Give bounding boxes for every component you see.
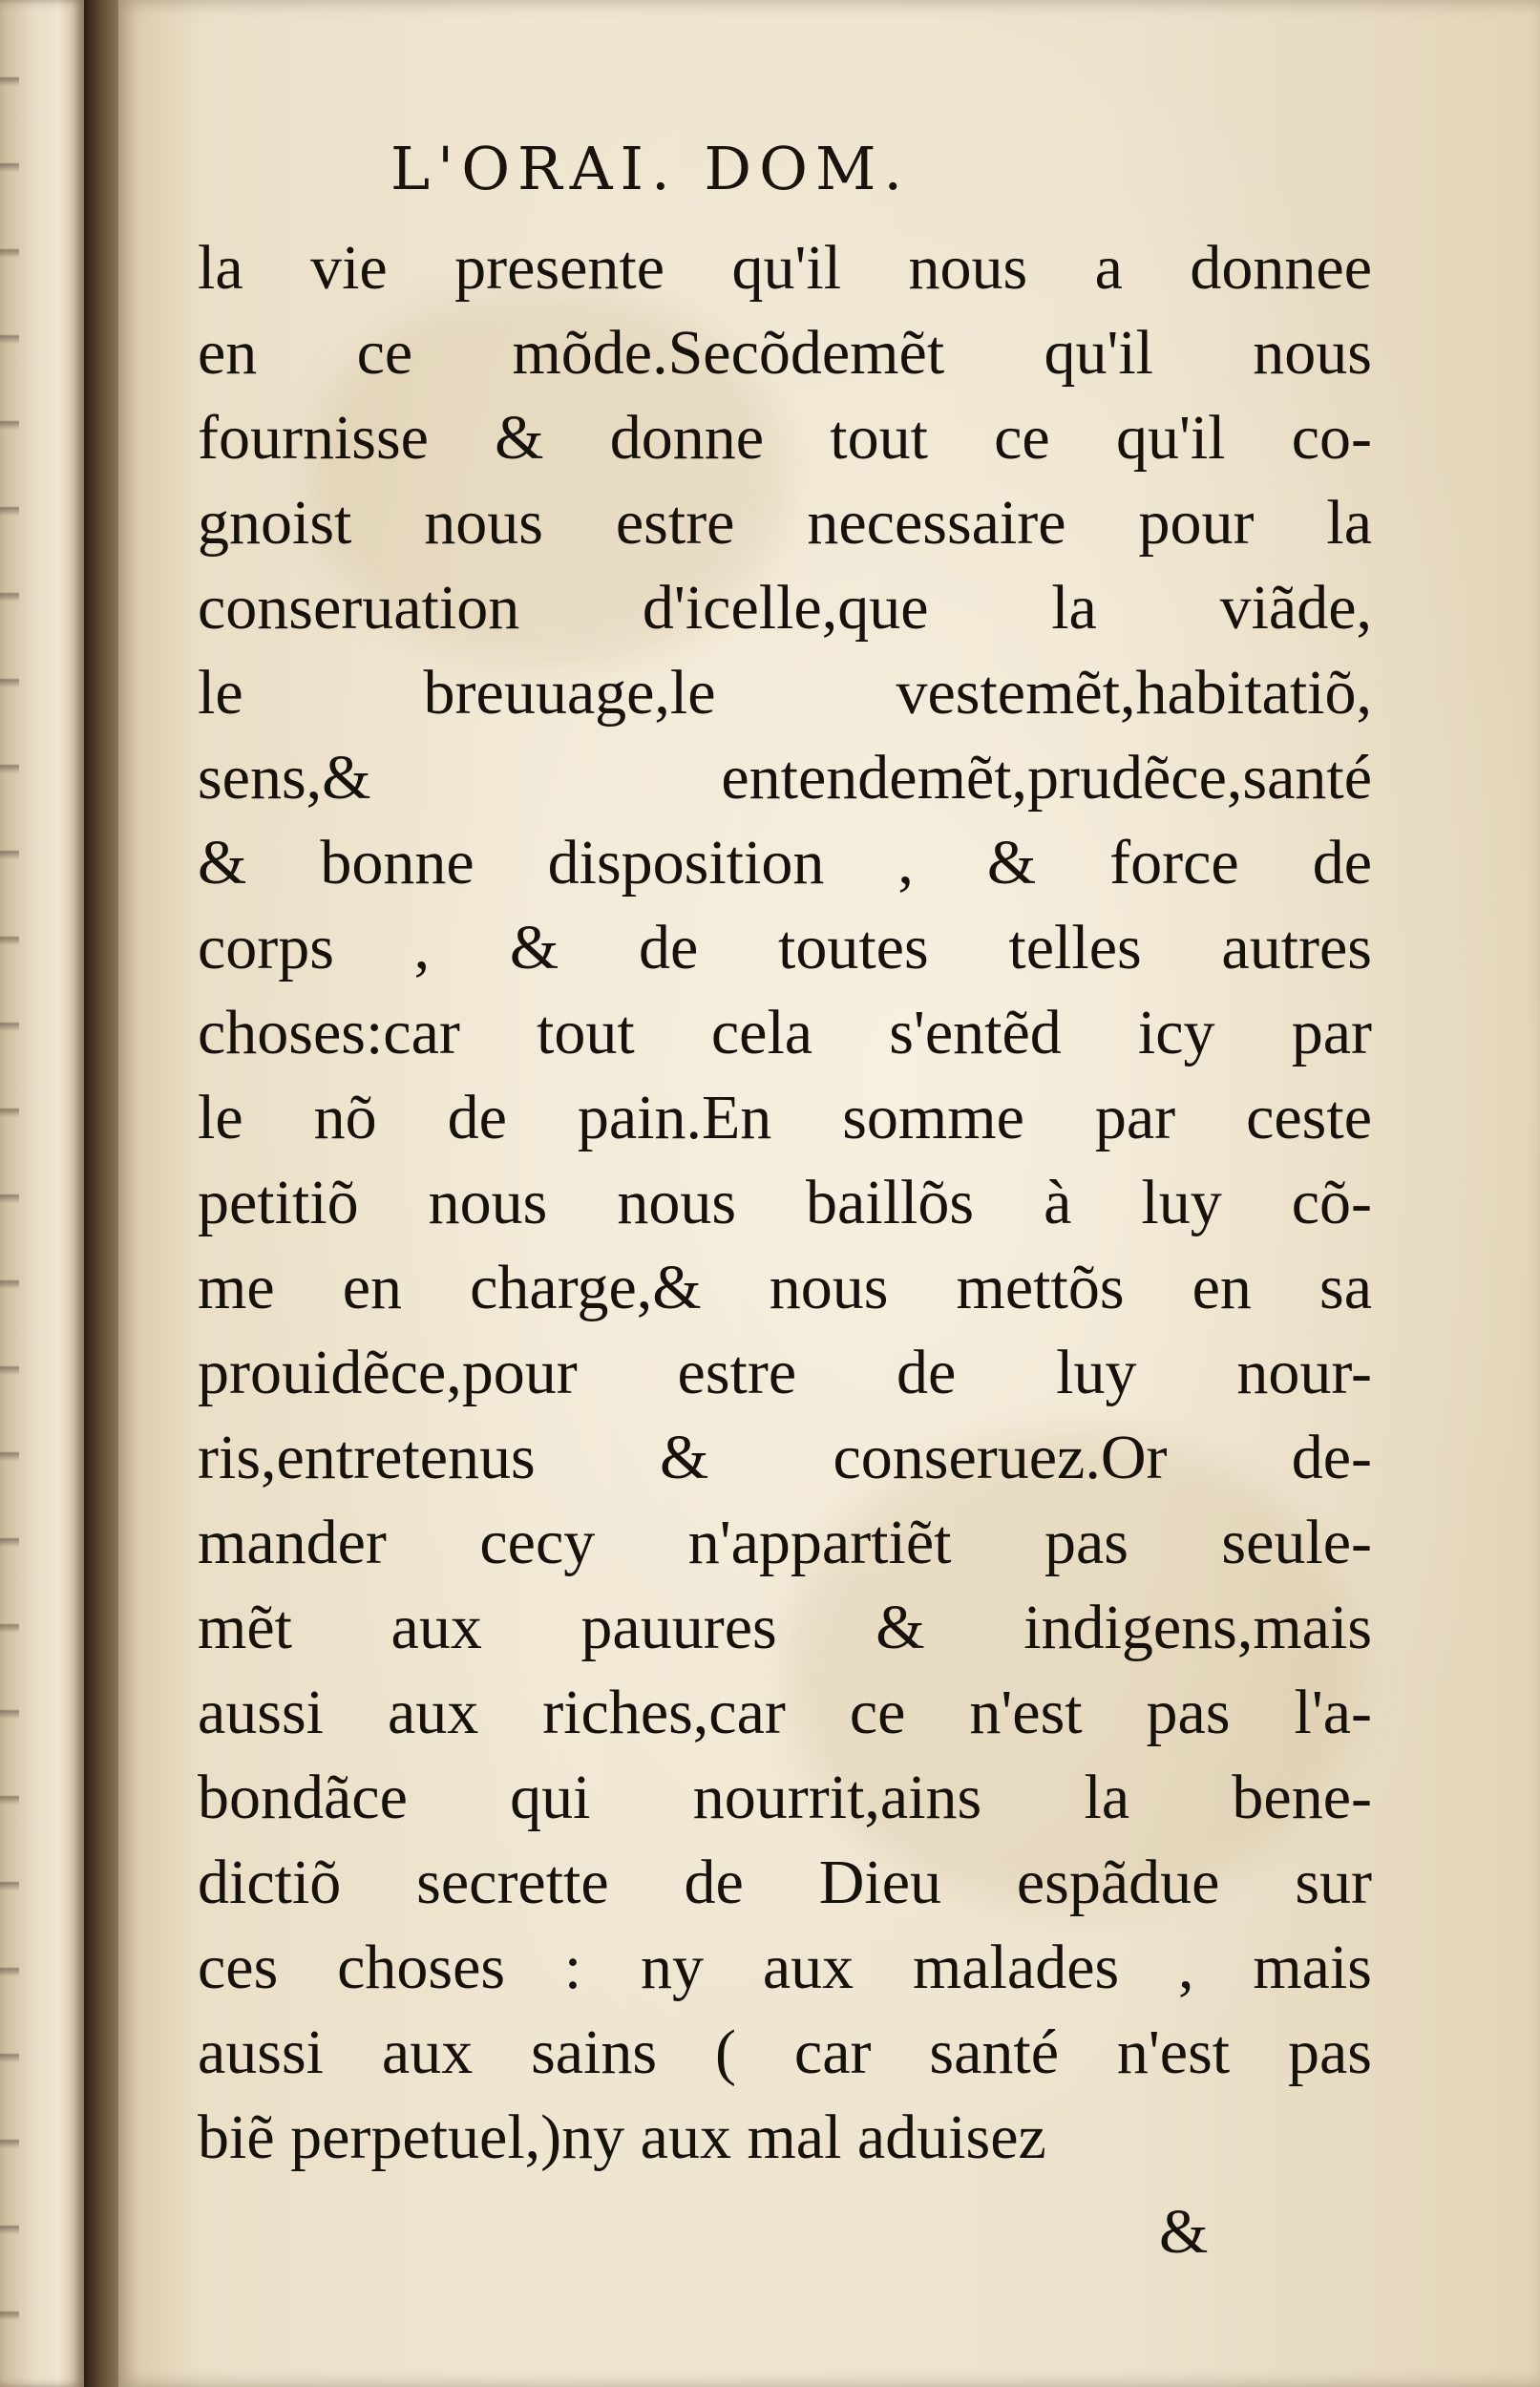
running-title: L'ORAI. DOM. [390,134,911,203]
text-line: ris,entretenus & conseruez.Or de- [198,1423,1372,1492]
text-line: bondãce qui nourrit,ains la bene- [198,1763,1372,1832]
text-line: corps , & de toutes telles autres [198,913,1372,982]
facing-page-edge [0,0,84,2387]
book-gutter [84,0,118,2387]
text-line: aussi aux sains ( car santé n'est pas [198,2017,1372,2087]
text-line: mander cecy n'appartiẽt pas seule- [198,1508,1372,1577]
text-line: fournisse & donne tout ce qu'il co- [198,403,1372,473]
text-line: & bonne disposition , & force de [198,828,1372,898]
text-line: le breuuage,le vestemẽt,habitatiõ, [198,658,1372,728]
text-line: conseruation d'icelle,que la viãde, [198,573,1372,643]
book-page [118,0,1540,2387]
text-line: dictiõ secrette de Dieu espãdue sur [198,1848,1372,1917]
catchword: & [1159,2197,1209,2267]
body-text [198,225,1372,2180]
text-line: me en charge,& nous mettõs en sa [198,1253,1372,1322]
facing-page-text-fragments [0,0,19,2387]
text-line: choses:car tout cela s'entẽd icy par [198,998,1372,1067]
text-line: aussi aux riches,car ce n'est pas l'a- [198,1678,1372,1747]
text-line: prouidẽce,pour estre de luy nour- [198,1338,1372,1407]
text-line: sens,& entendemẽt,prudẽce,santé [198,743,1372,813]
text-line: gnoist nous estre necessaire pour la [198,488,1372,558]
text-line: la vie presente qu'il nous a donnee [198,233,1372,303]
text-line: biẽ perpetuel,)ny aux mal aduisez [198,2102,1046,2172]
text-line: le nõ de pain.En somme par ceste [198,1083,1372,1152]
text-line: petitiõ nous nous baillõs à luy cõ- [198,1168,1372,1237]
text-line: mẽt aux pauures & indigens,mais [198,1593,1372,1662]
text-line: ces choses : ny aux malades , mais [198,1933,1372,2002]
text-line: en ce mõde.Secõdemẽt qu'il nous [198,318,1372,388]
